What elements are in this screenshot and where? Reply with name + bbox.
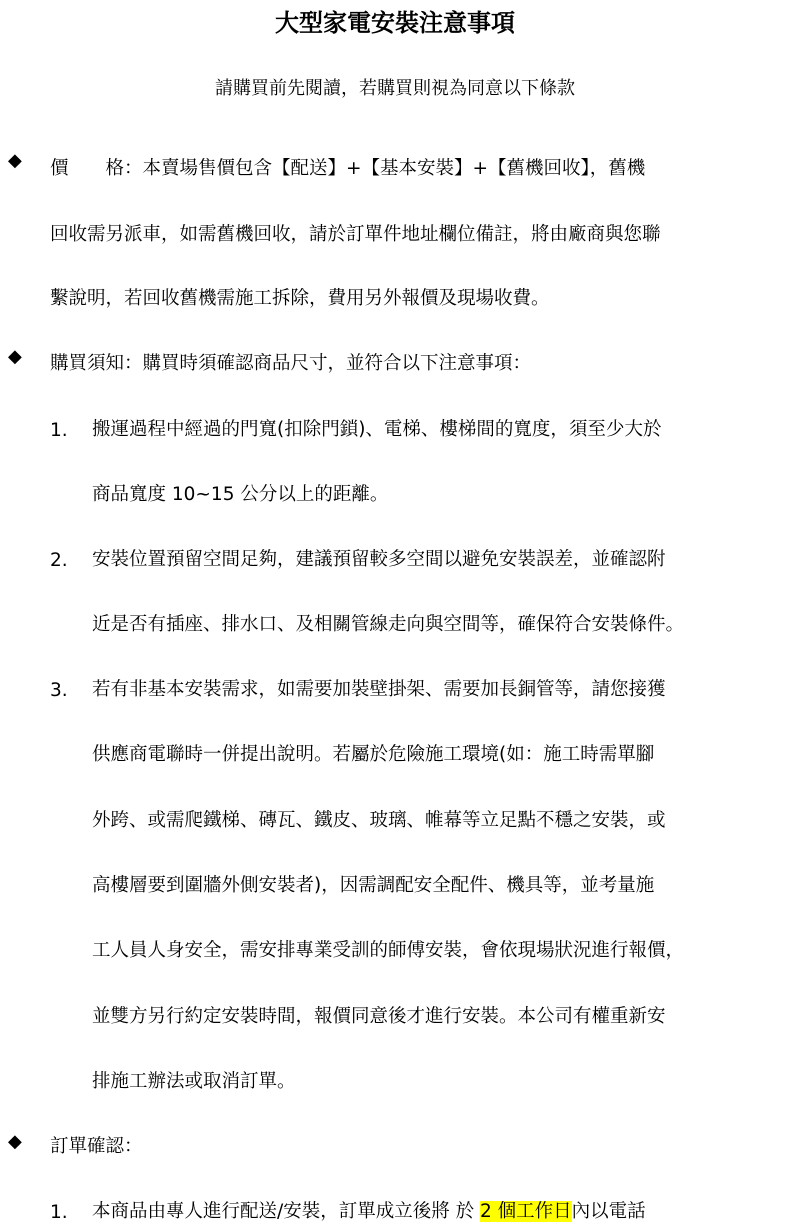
item-line: 近是否有插座、排水口、及相關管線走向與空間等，確保符合安裝條件。 [92, 614, 685, 635]
item-number: 3. [50, 680, 68, 701]
order-heading: 訂單確認： [50, 1136, 143, 1157]
item-line: 外跨、或需爬鐵梯、磚瓦、鐵皮、玻璃、帷幕等立足點不穩之安裝，或 [92, 810, 666, 831]
item-line [92, 1197, 646, 1227]
item-line: 並雙方另行約定安裝時間，報價同意後才進行安裝。本公司有權重新安 [92, 1006, 666, 1027]
page-title: 大型家電安裝注意事項 [275, 9, 515, 37]
order-text-after: 內以電話 [571, 1201, 646, 1222]
price-text: 本賣場售價包含【配送】+【基本安裝】+【舊機回收】，舊機 [142, 158, 646, 179]
highlighted-text: 2 個工作日 [480, 1201, 572, 1222]
item-number: 1. [50, 1202, 68, 1223]
item-line: 商品寬度 10~15 公分以上的距離。 [92, 484, 389, 505]
page-subtitle: 請購買前先閱讀，若購買則視為同意以下條款 [215, 78, 575, 99]
item-line: 供應商電聯時一併提出說明。若屬於危險施工環境(如：施工時需單腳 [92, 744, 655, 765]
item-line: 搬運過程中經過的門寬(扣除門鎖)、電梯、樓梯間的寬度，須至少大於 [92, 419, 662, 440]
notice-heading: 購買須知：購買時須確認商品尺寸，並符合以下注意事項： [50, 353, 532, 374]
item-line: 高樓層要到圍牆外側安裝者)，因需調配安全配件、機具等，並考量施 [92, 875, 655, 896]
item-number: 2. [50, 550, 68, 571]
price-line-3: 繫說明，若回收舊機需施工拆除，費用另外報價及現場收費。 [50, 288, 550, 309]
item-line: 排施工辦法或取消訂單。 [92, 1071, 296, 1092]
price-line-1 [50, 154, 645, 184]
order-text-before: 本商品由專人進行配送/安裝，訂單成立後將 於 [92, 1201, 480, 1222]
item-line: 若有非基本安裝需求，如需要加裝壁掛架、需要加長銅管等，請您接獲 [92, 679, 666, 700]
diamond-bullet-icon: ◆ [8, 346, 22, 367]
diamond-bullet-icon: ◆ [8, 1131, 22, 1152]
price-line-2: 回收需另派車，如需舊機回收，請於訂單件地址欄位備註，將由廠商與您聯 [50, 224, 661, 245]
item-number: 1. [50, 420, 68, 441]
price-label: 價 格： [50, 158, 143, 179]
item-line: 安裝位置預留空間足夠，建議預留較多空間以避免安裝誤差，並確認附 [92, 549, 666, 570]
diamond-bullet-icon: ◆ [8, 150, 22, 171]
item-line: 工人員人身安全，需安排專業受訓的師傅安裝，會依現場狀況進行報價， [92, 940, 685, 961]
